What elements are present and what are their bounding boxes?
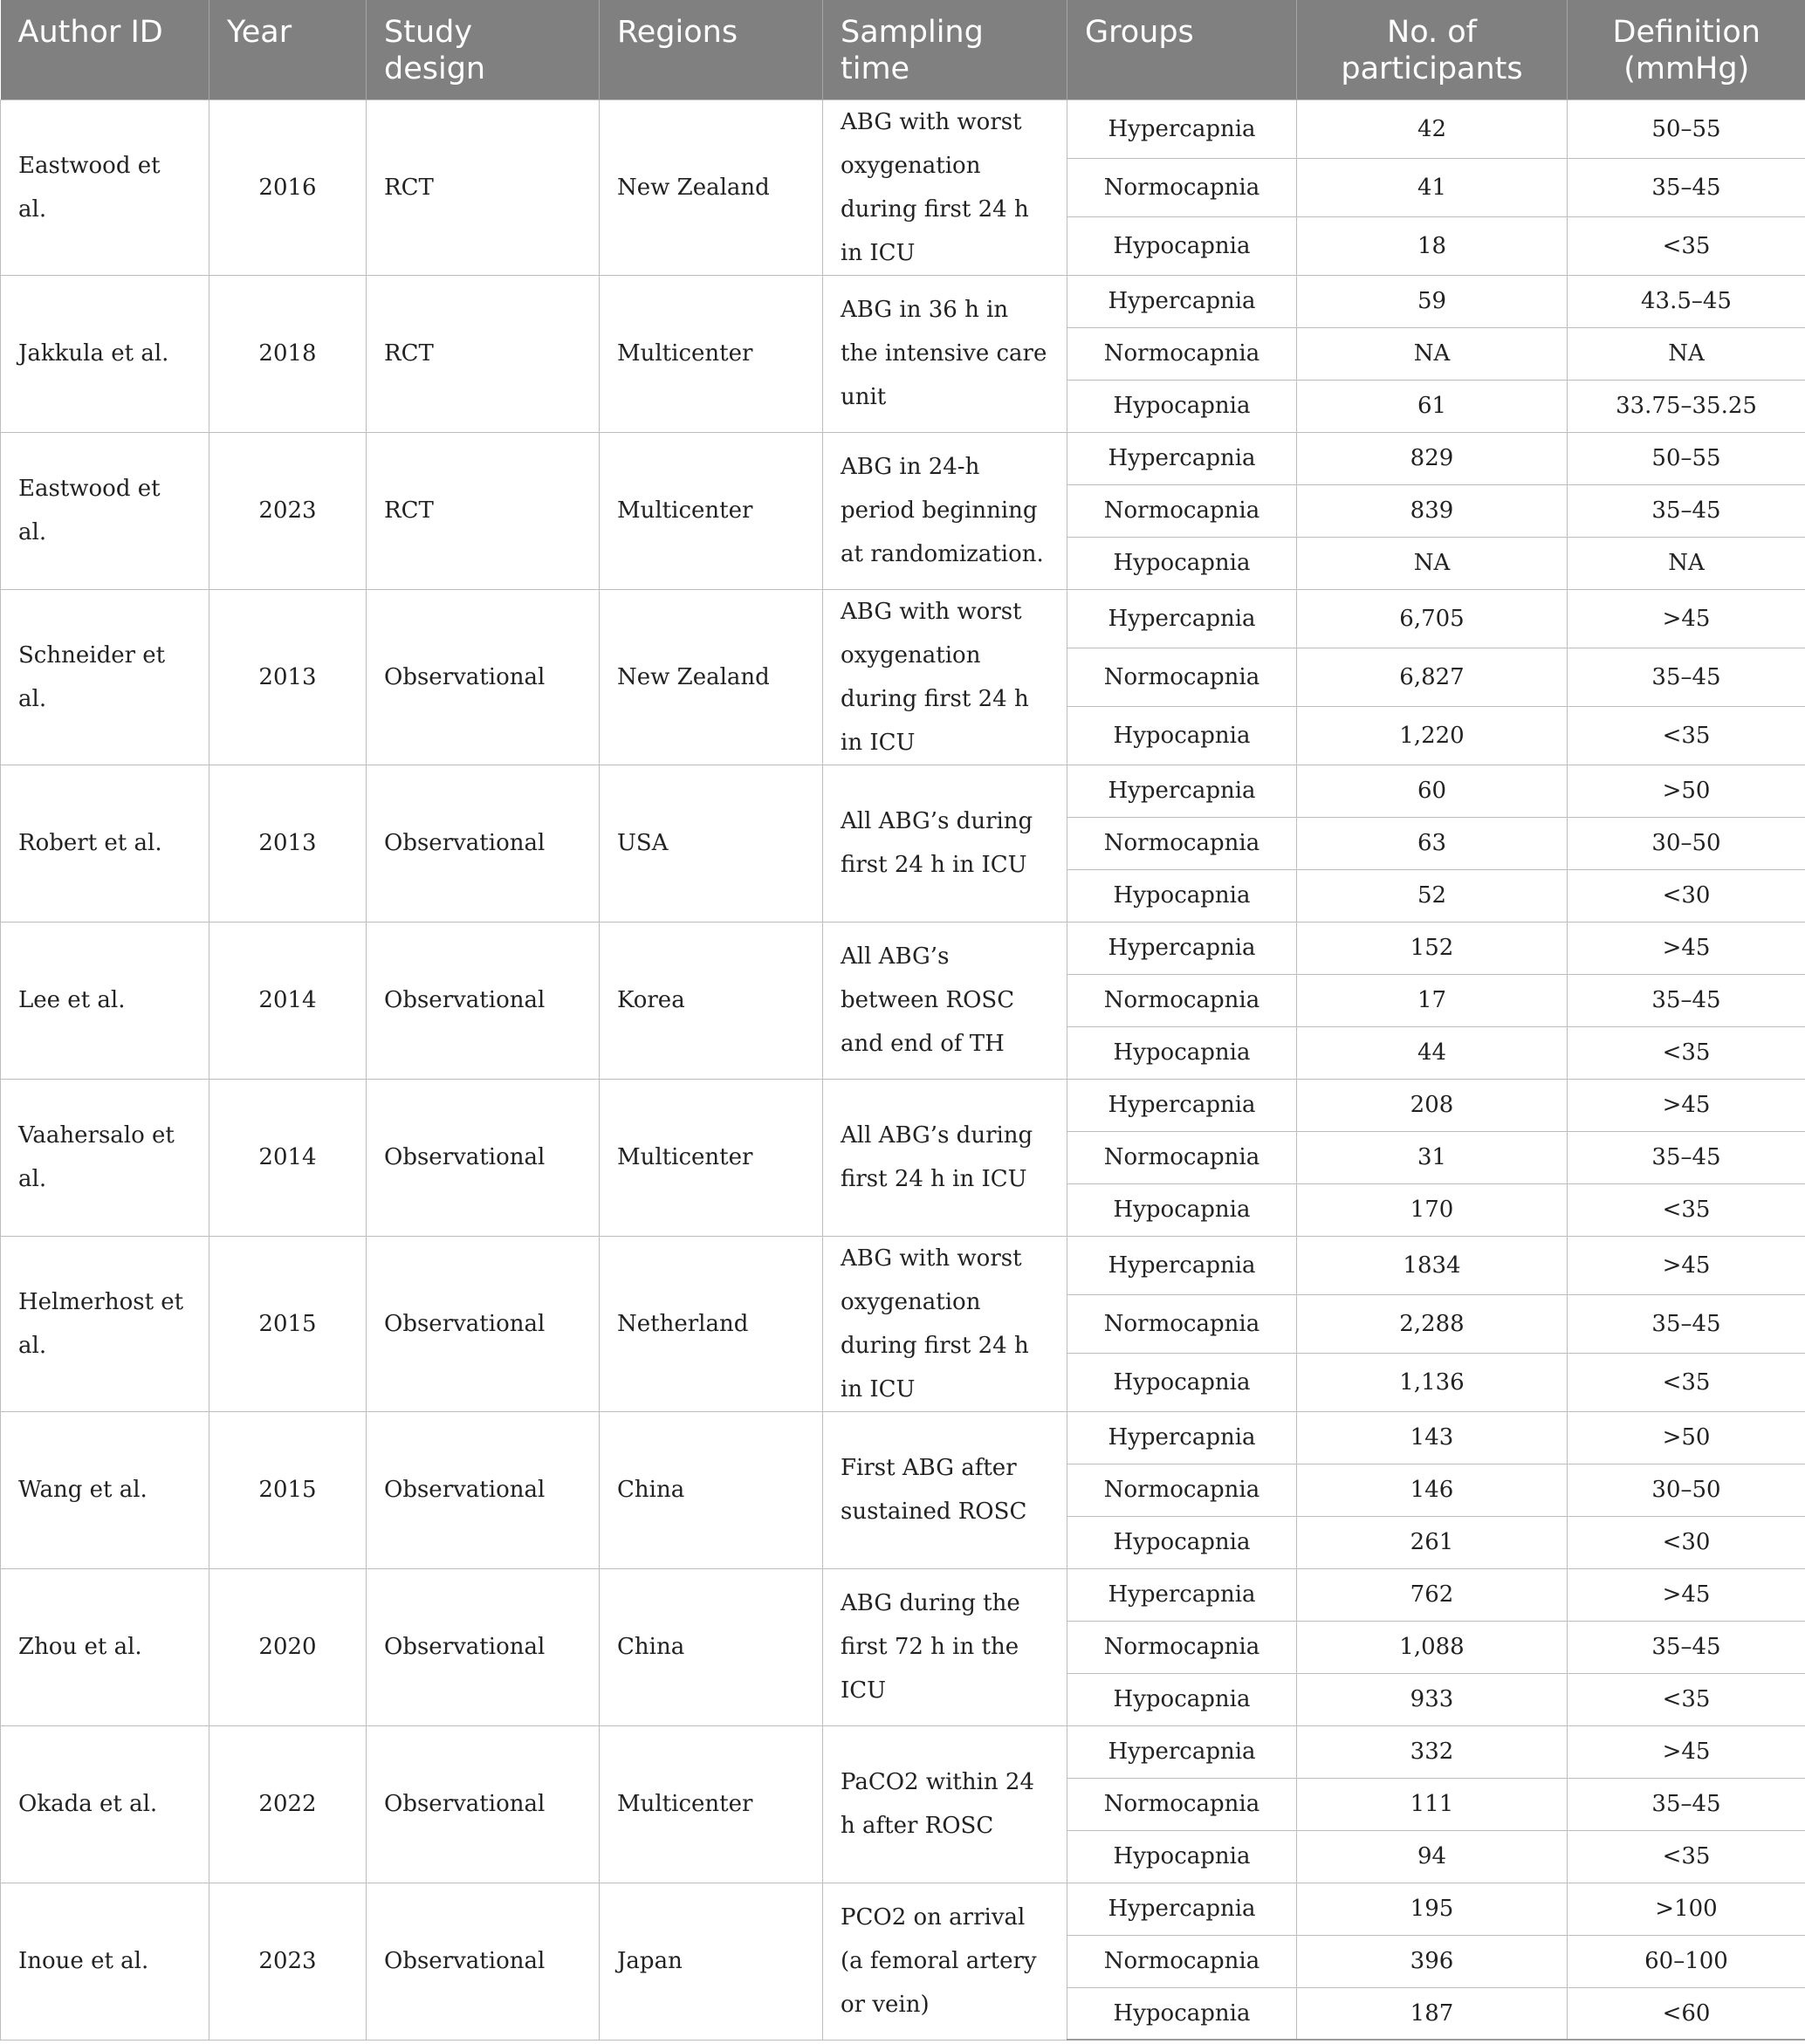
- sampling-cell: ABG with worst oxygenation during first 24 h in ICU: [823, 589, 1067, 765]
- sampling-cell: ABG during the first 72 h in the ICU: [823, 1568, 1067, 1725]
- group-cell: Normocapnia: [1067, 1131, 1297, 1183]
- author-cell: Eastwood et al.: [1, 99, 209, 275]
- header-groups: Groups: [1067, 0, 1297, 99]
- region-cell: Multicenter: [600, 432, 823, 589]
- definition-cell: 33.75–35.25: [1568, 380, 1805, 432]
- sampling-cell: All ABG’s during first 24 h in ICU: [823, 1079, 1067, 1236]
- sampling-cell: PaCO2 within 24 h after ROSC: [823, 1725, 1067, 1883]
- design-cell: Observational: [367, 1883, 600, 2040]
- participants-cell: 42: [1297, 99, 1568, 158]
- definition-cell: >100: [1568, 1883, 1805, 1935]
- year-cell: 2014: [209, 1079, 367, 1236]
- group-cell: Hypercapnia: [1067, 589, 1297, 648]
- header-row: [1, 0, 1805, 99]
- sampling-cell: ABG with worst oxygenation during first 24 h in ICU: [823, 99, 1067, 275]
- table-header: [1, 0, 1805, 99]
- region-cell: Multicenter: [600, 1725, 823, 1883]
- participants-cell: 111: [1297, 1778, 1568, 1830]
- group-cell: Hypercapnia: [1067, 1236, 1297, 1294]
- table-row: [1, 922, 1805, 974]
- definition-cell: <35: [1568, 1830, 1805, 1883]
- header-sampling-time: Sampling time: [823, 0, 1067, 99]
- group-cell: Hypercapnia: [1067, 1079, 1297, 1131]
- definition-cell: 35–45: [1568, 158, 1805, 216]
- region-cell: China: [600, 1411, 823, 1568]
- author-cell: Jakkula et al.: [1, 275, 209, 432]
- group-cell: Hypocapnia: [1067, 1183, 1297, 1236]
- group-cell: Normocapnia: [1067, 1778, 1297, 1830]
- definition-cell: 35–45: [1568, 974, 1805, 1026]
- definition-cell: >45: [1568, 1568, 1805, 1621]
- participants-cell: 839: [1297, 484, 1568, 537]
- definition-cell: NA: [1568, 327, 1805, 380]
- definition-cell: >50: [1568, 1411, 1805, 1464]
- sampling-cell: First ABG after sustained ROSC: [823, 1411, 1067, 1568]
- participants-cell: NA: [1297, 327, 1568, 380]
- author-cell: Helmerhost et al.: [1, 1236, 209, 1411]
- participants-cell: 143: [1297, 1411, 1568, 1464]
- definition-cell: <35: [1568, 1026, 1805, 1079]
- definition-cell: 30–50: [1568, 1464, 1805, 1516]
- definition-cell: 35–45: [1568, 1778, 1805, 1830]
- participants-cell: 933: [1297, 1673, 1568, 1725]
- region-cell: Korea: [600, 922, 823, 1079]
- participants-cell: 94: [1297, 1830, 1568, 1883]
- sampling-cell: ABG with worst oxygenation during first 24 h in ICU: [823, 1236, 1067, 1411]
- year-cell: 2023: [209, 1883, 367, 2040]
- participants-cell: 2,288: [1297, 1294, 1568, 1353]
- header-participants: No. of participants: [1297, 0, 1568, 99]
- participants-cell: 60: [1297, 765, 1568, 817]
- header-definition: Definition (mmHg): [1568, 0, 1805, 99]
- year-cell: 2014: [209, 922, 367, 1079]
- participants-cell: 187: [1297, 1987, 1568, 2040]
- header-regions: Regions: [600, 0, 823, 99]
- group-cell: Hypercapnia: [1067, 99, 1297, 158]
- author-cell: Zhou et al.: [1, 1568, 209, 1725]
- group-cell: Normocapnia: [1067, 327, 1297, 380]
- author-cell: Wang et al.: [1, 1411, 209, 1568]
- year-cell: 2015: [209, 1236, 367, 1411]
- participants-cell: 63: [1297, 817, 1568, 869]
- group-cell: Normocapnia: [1067, 1935, 1297, 1987]
- sampling-cell: PCO2 on arrival (a femoral artery or vein): [823, 1883, 1067, 2040]
- group-cell: Normocapnia: [1067, 974, 1297, 1026]
- definition-cell: 50–55: [1568, 432, 1805, 484]
- header-author-id: Author ID: [1, 0, 209, 99]
- table-row: [1, 1411, 1805, 1464]
- group-cell: Hypocapnia: [1067, 1830, 1297, 1883]
- design-cell: Observational: [367, 1079, 600, 1236]
- region-cell: Multicenter: [600, 1079, 823, 1236]
- table-body: [1, 99, 1805, 2040]
- region-cell: USA: [600, 765, 823, 922]
- table-row: [1, 99, 1805, 158]
- definition-cell: 30–50: [1568, 817, 1805, 869]
- participants-cell: 208: [1297, 1079, 1568, 1131]
- participants-cell: 332: [1297, 1725, 1568, 1778]
- author-cell: Okada et al.: [1, 1725, 209, 1883]
- definition-cell: NA: [1568, 537, 1805, 589]
- definition-cell: >45: [1568, 1725, 1805, 1778]
- participants-cell: NA: [1297, 537, 1568, 589]
- region-cell: New Zealand: [600, 99, 823, 275]
- design-cell: RCT: [367, 275, 600, 432]
- year-cell: 2016: [209, 99, 367, 275]
- group-cell: Normocapnia: [1067, 1294, 1297, 1353]
- group-cell: Normocapnia: [1067, 648, 1297, 706]
- group-cell: Normocapnia: [1067, 1464, 1297, 1516]
- definition-cell: 60–100: [1568, 1935, 1805, 1987]
- table-row: [1, 1883, 1805, 1935]
- author-cell: Lee et al.: [1, 922, 209, 1079]
- design-cell: Observational: [367, 1568, 600, 1725]
- group-cell: Hypercapnia: [1067, 1725, 1297, 1778]
- table-row: [1, 1725, 1805, 1778]
- region-cell: China: [600, 1568, 823, 1725]
- author-cell: Schneider et al.: [1, 589, 209, 765]
- definition-cell: >45: [1568, 922, 1805, 974]
- table-row: [1, 1236, 1805, 1294]
- participants-cell: 59: [1297, 275, 1568, 327]
- definition-cell: 35–45: [1568, 484, 1805, 537]
- group-cell: Hypocapnia: [1067, 706, 1297, 765]
- design-cell: RCT: [367, 432, 600, 589]
- group-cell: Normocapnia: [1067, 158, 1297, 216]
- participants-cell: 44: [1297, 1026, 1568, 1079]
- table-row: [1, 1568, 1805, 1621]
- definition-cell: >45: [1568, 1079, 1805, 1131]
- group-cell: Normocapnia: [1067, 484, 1297, 537]
- design-cell: Observational: [367, 1725, 600, 1883]
- year-cell: 2023: [209, 432, 367, 589]
- year-cell: 2013: [209, 589, 367, 765]
- participants-cell: 261: [1297, 1516, 1568, 1568]
- participants-cell: 1,136: [1297, 1353, 1568, 1411]
- definition-cell: 50–55: [1568, 99, 1805, 158]
- header-year: Year: [209, 0, 367, 99]
- author-cell: Vaahersalo et al.: [1, 1079, 209, 1236]
- participants-cell: 195: [1297, 1883, 1568, 1935]
- participants-cell: 6,827: [1297, 648, 1568, 706]
- definition-cell: <35: [1568, 1673, 1805, 1725]
- definition-cell: <30: [1568, 869, 1805, 922]
- definition-cell: 35–45: [1568, 1294, 1805, 1353]
- year-cell: 2015: [209, 1411, 367, 1568]
- definition-cell: 35–45: [1568, 1131, 1805, 1183]
- participants-cell: 1,088: [1297, 1621, 1568, 1673]
- design-cell: Observational: [367, 1236, 600, 1411]
- design-cell: Observational: [367, 1411, 600, 1568]
- definition-cell: 35–45: [1568, 648, 1805, 706]
- group-cell: Hypercapnia: [1067, 1411, 1297, 1464]
- definition-cell: >50: [1568, 765, 1805, 817]
- definition-cell: 43.5–45: [1568, 275, 1805, 327]
- author-cell: Eastwood et al.: [1, 432, 209, 589]
- participants-cell: 146: [1297, 1464, 1568, 1516]
- participants-cell: 6,705: [1297, 589, 1568, 648]
- group-cell: Hypocapnia: [1067, 537, 1297, 589]
- region-cell: Japan: [600, 1883, 823, 2040]
- sampling-cell: ABG in 24-h period beginning at randomization.: [823, 432, 1067, 589]
- definition-cell: <60: [1568, 1987, 1805, 2040]
- region-cell: Multicenter: [600, 275, 823, 432]
- group-cell: Hypercapnia: [1067, 275, 1297, 327]
- author-cell: Robert et al.: [1, 765, 209, 922]
- participants-cell: 829: [1297, 432, 1568, 484]
- year-cell: 2013: [209, 765, 367, 922]
- group-cell: Hypocapnia: [1067, 216, 1297, 275]
- participants-cell: 17: [1297, 974, 1568, 1026]
- definition-cell: <35: [1568, 706, 1805, 765]
- table-row: [1, 589, 1805, 648]
- participants-cell: 61: [1297, 380, 1568, 432]
- definition-cell: >45: [1568, 1236, 1805, 1294]
- participants-cell: 1834: [1297, 1236, 1568, 1294]
- table-row: [1, 275, 1805, 327]
- participants-cell: 152: [1297, 922, 1568, 974]
- group-cell: Hypocapnia: [1067, 1516, 1297, 1568]
- participants-cell: 396: [1297, 1935, 1568, 1987]
- group-cell: Hypocapnia: [1067, 869, 1297, 922]
- group-cell: Hypercapnia: [1067, 765, 1297, 817]
- participants-cell: 31: [1297, 1131, 1568, 1183]
- sampling-cell: All ABG’s during first 24 h in ICU: [823, 765, 1067, 922]
- sampling-cell: All ABG’s between ROSC and end of TH: [823, 922, 1067, 1079]
- participants-cell: 18: [1297, 216, 1568, 275]
- definition-cell: <35: [1568, 1183, 1805, 1236]
- design-cell: Observational: [367, 589, 600, 765]
- header-study-design: Study design: [367, 0, 600, 99]
- participants-cell: 1,220: [1297, 706, 1568, 765]
- year-cell: 2018: [209, 275, 367, 432]
- design-cell: Observational: [367, 922, 600, 1079]
- design-cell: RCT: [367, 99, 600, 275]
- sampling-cell: ABG in 36 h in the intensive care unit: [823, 275, 1067, 432]
- group-cell: Hypocapnia: [1067, 1987, 1297, 2040]
- participants-cell: 52: [1297, 869, 1568, 922]
- design-cell: Observational: [367, 765, 600, 922]
- group-cell: Normocapnia: [1067, 1621, 1297, 1673]
- definition-cell: <35: [1568, 216, 1805, 275]
- group-cell: Hypocapnia: [1067, 1353, 1297, 1411]
- table-row: [1, 432, 1805, 484]
- year-cell: 2020: [209, 1568, 367, 1725]
- group-cell: Hypocapnia: [1067, 1673, 1297, 1725]
- group-cell: Hypercapnia: [1067, 432, 1297, 484]
- definition-cell: >45: [1568, 589, 1805, 648]
- group-cell: Hypercapnia: [1067, 922, 1297, 974]
- participants-cell: 170: [1297, 1183, 1568, 1236]
- region-cell: Netherland: [600, 1236, 823, 1411]
- definition-cell: <30: [1568, 1516, 1805, 1568]
- group-cell: Hypocapnia: [1067, 380, 1297, 432]
- table-row: [1, 1079, 1805, 1131]
- group-cell: Hypercapnia: [1067, 1568, 1297, 1621]
- participants-cell: 41: [1297, 158, 1568, 216]
- year-cell: 2022: [209, 1725, 367, 1883]
- group-cell: Hypercapnia: [1067, 1883, 1297, 1935]
- region-cell: New Zealand: [600, 589, 823, 765]
- definition-cell: 35–45: [1568, 1621, 1805, 1673]
- table-row: [1, 765, 1805, 817]
- definition-cell: <35: [1568, 1353, 1805, 1411]
- group-cell: Hypocapnia: [1067, 1026, 1297, 1079]
- author-cell: Inoue et al.: [1, 1883, 209, 2040]
- participants-cell: 762: [1297, 1568, 1568, 1621]
- group-cell: Normocapnia: [1067, 817, 1297, 869]
